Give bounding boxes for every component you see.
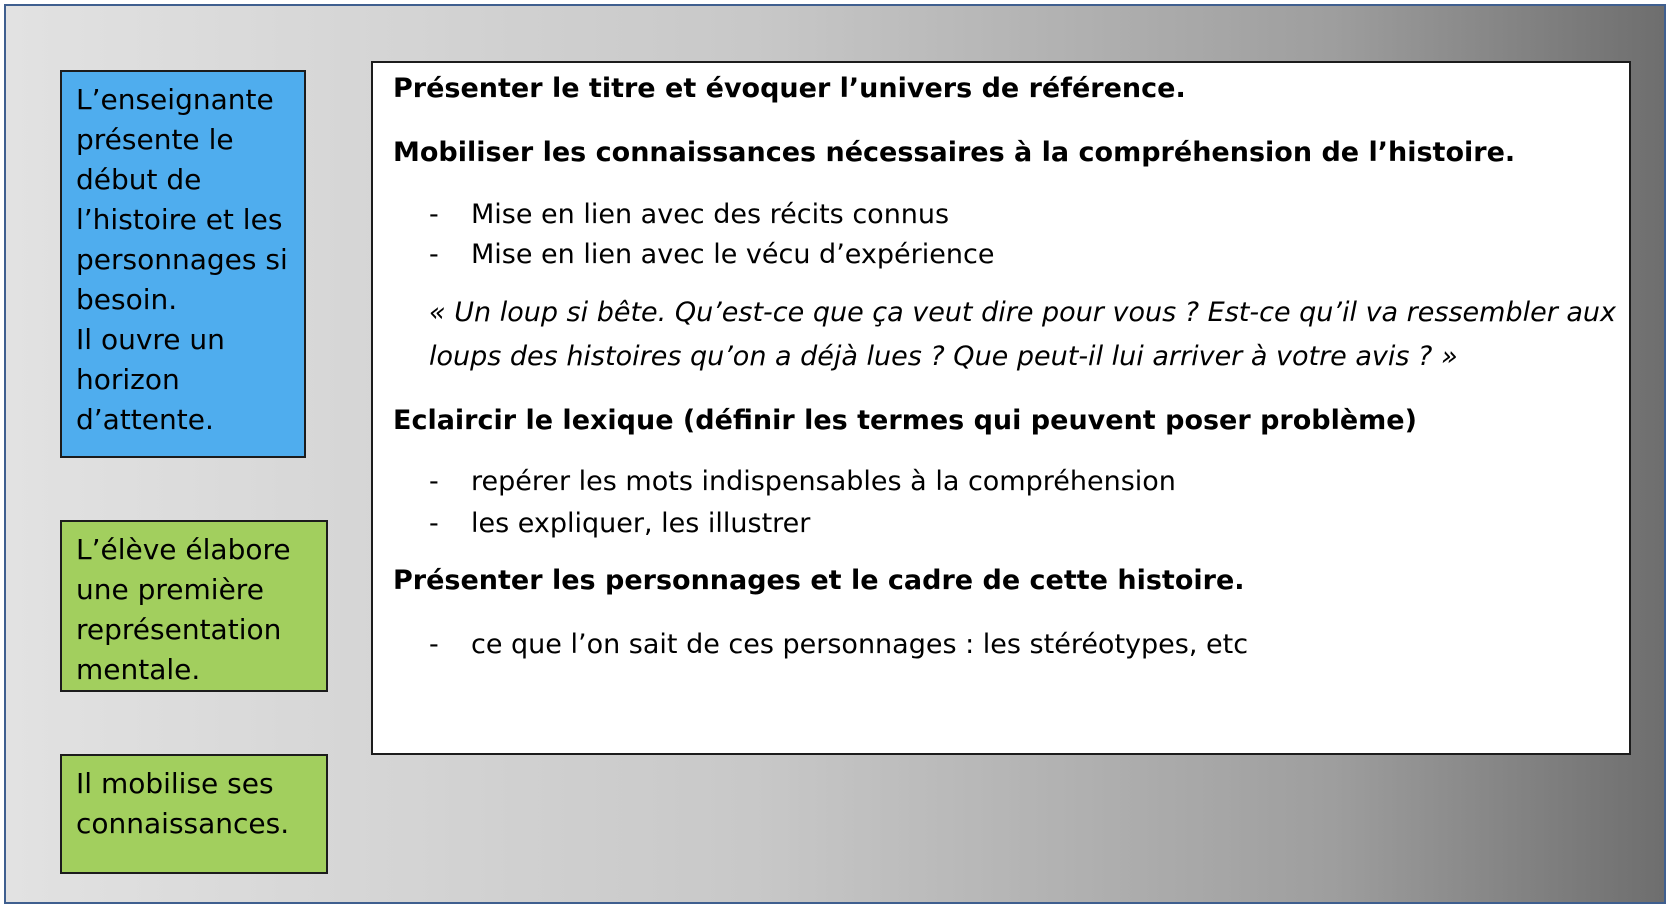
student-representation-line: représentation bbox=[76, 613, 282, 646]
step-heading-lexicon: Eclaircir le lexique (définir les termes qui peuvent poser problème) bbox=[393, 405, 1417, 436]
bullet-dash: - bbox=[429, 199, 439, 230]
diagram-frame bbox=[4, 4, 1666, 904]
teacher-role-line: l’histoire et les bbox=[76, 203, 283, 236]
teacher-role-line: personnages si bbox=[76, 243, 288, 276]
step-heading-knowledge: Mobiliser les connaissances nécessaires à la compréhension de l’histoire. bbox=[393, 137, 1516, 168]
teacher-role-line: début de bbox=[76, 163, 202, 196]
teacher-role-line: besoin. bbox=[76, 283, 178, 316]
quote-line: « Un loup si bête. Qu’est-ce que ça veut dire pour vous ? Est-ce qu’il va ressembler aux bbox=[429, 297, 1617, 328]
bullet-dash: - bbox=[429, 466, 439, 497]
list-item-text: repérer les mots indispensables à la compréhension bbox=[471, 466, 1176, 497]
student-knowledge-line: Il mobilise ses bbox=[76, 767, 274, 800]
bullet-dash: - bbox=[429, 239, 439, 270]
student-representation-line: une première bbox=[76, 573, 264, 606]
student-representation-box bbox=[60, 520, 328, 692]
teacher-role-line: L’enseignante bbox=[76, 83, 274, 116]
list-item-text: les expliquer, les illustrer bbox=[471, 508, 811, 539]
teacher-role-line: d’attente. bbox=[76, 403, 214, 436]
quote-line: loups des histoires qu’on a déjà lues ? Que peut-il lui arriver à votre avis ? » bbox=[429, 341, 1458, 372]
student-knowledge-box bbox=[60, 754, 328, 874]
teacher-role-line: Il ouvre un bbox=[76, 323, 225, 356]
step-heading-characters: Présenter les personnages et le cadre de cette histoire. bbox=[393, 565, 1245, 596]
teacher-role-box bbox=[60, 70, 306, 458]
student-representation-line: L’élève élabore bbox=[76, 533, 291, 566]
student-representation-line: mentale. bbox=[76, 653, 201, 686]
teacher-role-line: présente le bbox=[76, 123, 234, 156]
list-item-text: Mise en lien avec le vécu d’expérience bbox=[471, 239, 995, 270]
list-item-text: ce que l’on sait de ces personnages : les stéréotypes, etc bbox=[471, 629, 1249, 660]
bullet-dash: - bbox=[429, 508, 439, 539]
student-knowledge-line: connaissances. bbox=[76, 807, 290, 840]
bullet-dash: - bbox=[429, 629, 439, 660]
teacher-role-line: horizon bbox=[76, 363, 180, 396]
activity-steps-box bbox=[371, 61, 1631, 755]
step-heading-title: Présenter le titre et évoquer l’univers de référence. bbox=[393, 73, 1186, 104]
list-item-text: Mise en lien avec des récits connus bbox=[471, 199, 950, 230]
